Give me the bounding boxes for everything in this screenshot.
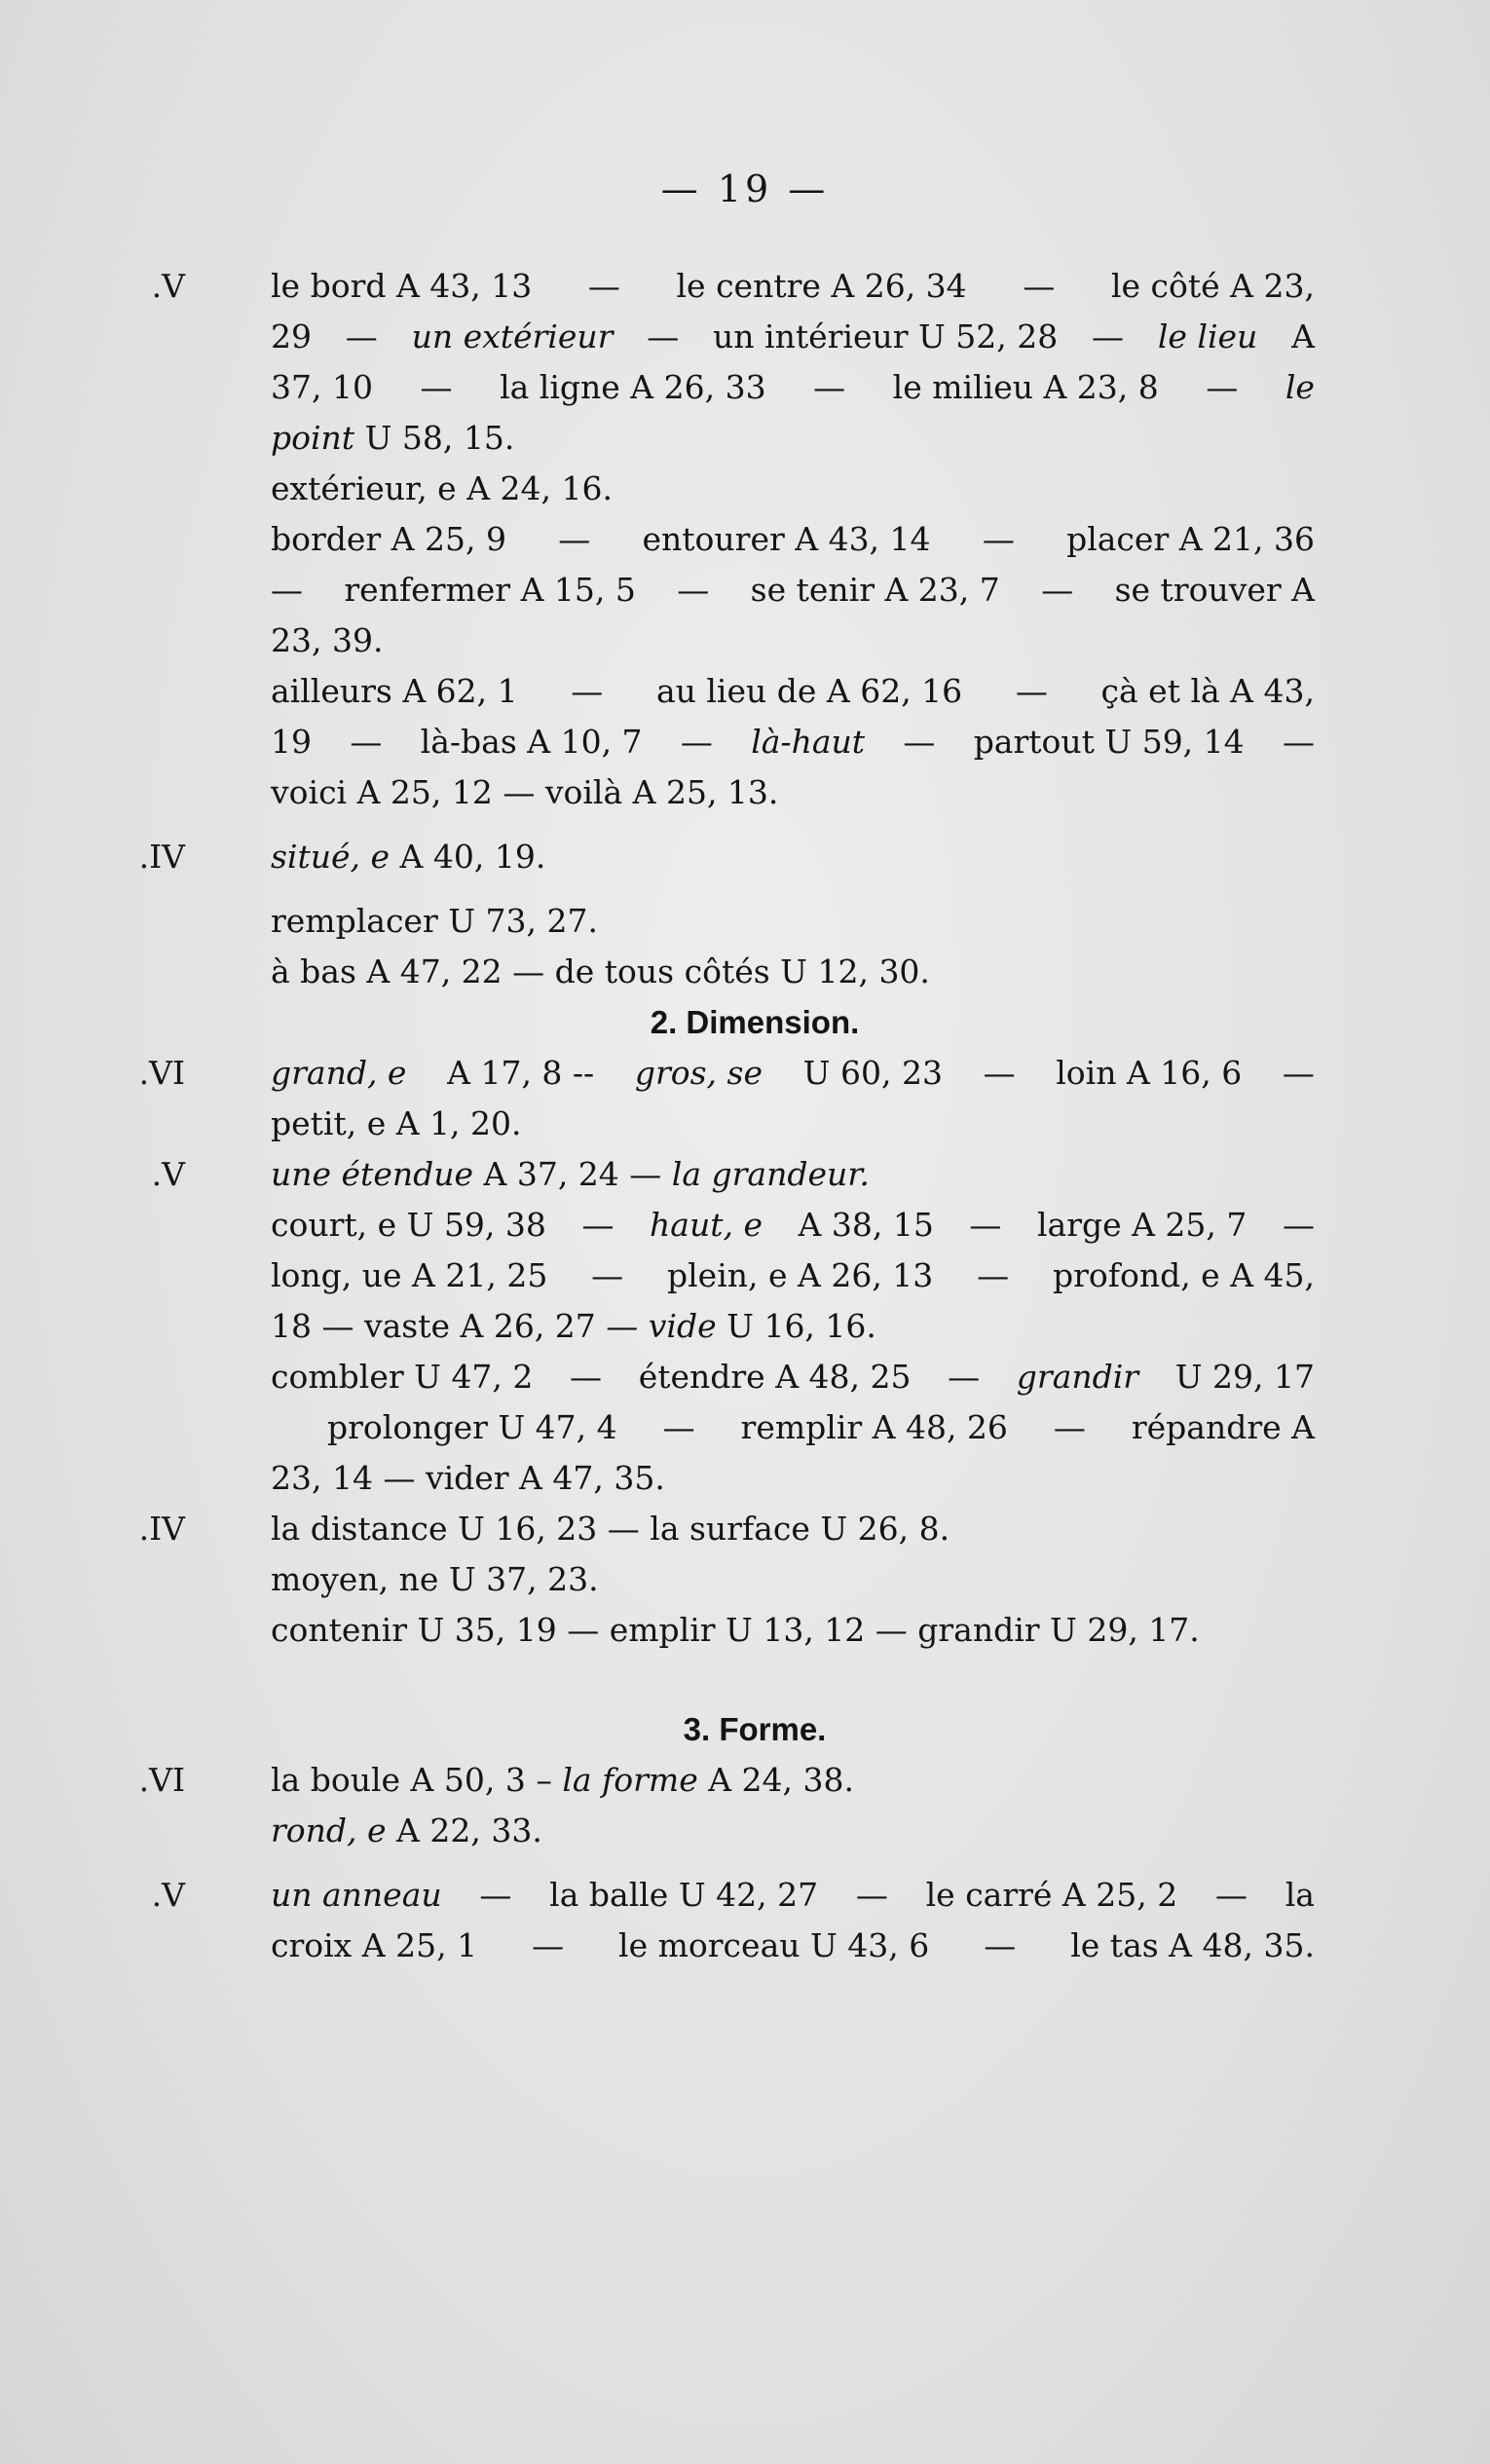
word: U 29, 17 bbox=[1174, 1358, 1315, 1396]
separator: — bbox=[984, 1926, 1017, 1964]
word: placer A 21, 36 bbox=[1066, 520, 1315, 558]
word: le bord A 43, 13 bbox=[271, 267, 533, 305]
italic-word: un extérieur bbox=[411, 317, 614, 355]
word: border A 25, 9 bbox=[271, 520, 506, 558]
word: la balle U 42, 27 bbox=[549, 1876, 819, 1914]
entry-line bbox=[195, 1921, 1315, 1971]
word: çà et là A 43, bbox=[1100, 672, 1315, 710]
entry-line: VI. grand, e A 17, 8 -- gros, se U 60, 23 — loin A 16, 6 — bbox=[195, 1048, 1315, 1099]
italic-word: grandir bbox=[1016, 1358, 1139, 1396]
word: le centre A 26, 34 bbox=[676, 267, 967, 305]
separator: — bbox=[570, 1358, 603, 1396]
separator: — bbox=[1282, 1206, 1315, 1244]
word: 18 — vaste A 26, 27 — bbox=[271, 1307, 639, 1345]
separator: — bbox=[420, 368, 453, 406]
separator: — bbox=[1015, 672, 1048, 710]
separator: — bbox=[662, 1408, 695, 1446]
word: se tenir A 23, 7 bbox=[750, 571, 1000, 609]
word: A 38, 15 bbox=[798, 1206, 934, 1244]
word: renfermer A 15, 5 bbox=[344, 571, 636, 609]
italic-word: une étendue bbox=[271, 1155, 474, 1193]
entry-line: V. le bord A 43, 13 — le centre A 26, 34 — le côté A 23, bbox=[195, 261, 1315, 312]
word: 37, 10 bbox=[271, 368, 373, 406]
entry-line: IV. la distance U 16, 23 — la surface U 26, 8. bbox=[138, 1510, 950, 1548]
word: combler U 47, 2 bbox=[271, 1358, 534, 1396]
entry-line bbox=[195, 1301, 1315, 1352]
entry-line: voici A 25, 12 — voilà A 25, 13. bbox=[271, 773, 779, 811]
word: A 24, 38. bbox=[708, 1761, 855, 1799]
italic-word: la grandeur. bbox=[671, 1155, 870, 1193]
separator: — bbox=[977, 1256, 1010, 1294]
entry-line: remplacer U 73, 27. bbox=[271, 902, 598, 940]
separator: — bbox=[345, 317, 378, 355]
entry-line bbox=[195, 312, 1315, 362]
word: au lieu de A 62, 16 bbox=[655, 672, 963, 710]
italic-word: haut, e bbox=[650, 1206, 763, 1244]
italic-word: le bbox=[1285, 368, 1315, 406]
word: remplir A 48, 26 bbox=[740, 1408, 1008, 1446]
separator: — bbox=[982, 520, 1015, 558]
entry-line bbox=[195, 666, 1315, 717]
word: le morceau U 43, 6 bbox=[618, 1926, 930, 1964]
separator: — bbox=[587, 267, 620, 305]
separator: — bbox=[532, 1926, 565, 1964]
word: prolonger U 47, 4 bbox=[327, 1408, 617, 1446]
entry-line bbox=[195, 1352, 1315, 1402]
word: la boule A 50, 3 – bbox=[271, 1761, 552, 1799]
entry-line: moyen, ne U 37, 23. bbox=[271, 1560, 599, 1598]
separator: — bbox=[647, 317, 680, 355]
entry-line bbox=[195, 1200, 1315, 1251]
separator: — bbox=[591, 1256, 624, 1294]
separator: — bbox=[1023, 267, 1056, 305]
italic-word: la forme bbox=[562, 1761, 698, 1799]
word: U 16, 16. bbox=[726, 1307, 876, 1345]
word: la ligne A 26, 33 bbox=[500, 368, 766, 406]
word: le milieu A 23, 8 bbox=[892, 368, 1159, 406]
entry-line bbox=[195, 1402, 1315, 1453]
separator: — bbox=[813, 368, 846, 406]
italic-word: gros, se bbox=[634, 1054, 764, 1092]
entry-line: extérieur, e A 24, 16. bbox=[271, 469, 613, 507]
separator: — bbox=[1214, 1876, 1248, 1914]
entry-line: VI. la boule A 50, 3 – la forme A 24, 38. bbox=[138, 1761, 855, 1799]
section-heading-dimension: 2. Dimension. bbox=[650, 1004, 860, 1040]
separator: — bbox=[571, 672, 604, 710]
separator: — bbox=[558, 520, 591, 558]
word: partout U 59, 14 bbox=[973, 723, 1245, 761]
word: la bbox=[1285, 1876, 1315, 1914]
entry-line: à bas A 47, 22 — de tous côtés U 12, 30. bbox=[271, 952, 930, 990]
word: 19 bbox=[271, 723, 312, 761]
separator: — bbox=[855, 1876, 888, 1914]
entry-line: petit, e A 1, 20. bbox=[271, 1104, 522, 1142]
entry-line: V. un anneau — la balle U 42, 27 — le carré A 25, 2 — la bbox=[195, 1870, 1315, 1921]
entry-line bbox=[195, 565, 1315, 616]
entry-line bbox=[195, 514, 1315, 565]
word: étendre A 48, 25 bbox=[638, 1358, 912, 1396]
entry-line: V. une étendue A 37, 24 — la grandeur. bbox=[151, 1155, 870, 1193]
word: répandre A bbox=[1131, 1408, 1315, 1446]
word: le côté A 23, bbox=[1110, 267, 1315, 305]
separator: — bbox=[479, 1876, 512, 1914]
section-heading-forme: 3. Forme. bbox=[683, 1711, 827, 1747]
entry-line bbox=[195, 1251, 1315, 1301]
italic-word: rond, e bbox=[271, 1811, 387, 1849]
separator: — bbox=[903, 723, 936, 761]
separator: — bbox=[1053, 1408, 1086, 1446]
entry-line: IV. situé, e A 40, 19. bbox=[138, 838, 546, 876]
separator: — bbox=[1041, 571, 1074, 609]
word: se trouver A bbox=[1114, 571, 1315, 609]
word: A 40, 19. bbox=[399, 838, 546, 876]
separator: — bbox=[350, 723, 383, 761]
separator: — bbox=[680, 723, 713, 761]
page-number: — 19 — bbox=[660, 168, 830, 210]
word: A bbox=[1291, 317, 1315, 355]
entry-line: contenir U 35, 19 — emplir U 13, 12 — grandir U 29, 17. bbox=[271, 1611, 1200, 1649]
entry-line: 23, 14 — vider A 47, 35. bbox=[271, 1459, 665, 1497]
separator: — bbox=[1092, 317, 1125, 355]
italic-word: point bbox=[271, 419, 355, 457]
word: U 60, 23 bbox=[802, 1054, 943, 1092]
italic-word: là-haut bbox=[751, 723, 866, 761]
word: ailleurs A 62, 1 bbox=[271, 672, 518, 710]
word: loin A 16, 6 bbox=[1056, 1054, 1243, 1092]
word: long, ue A 21, 25 bbox=[271, 1256, 548, 1294]
separator: — bbox=[983, 1054, 1016, 1092]
entry-line bbox=[195, 717, 1315, 767]
separator: — bbox=[1282, 1054, 1315, 1092]
word: un intérieur U 52, 28 bbox=[713, 317, 1059, 355]
word: profond, e A 45, bbox=[1052, 1256, 1315, 1294]
italic-word: vide bbox=[648, 1307, 717, 1345]
entry-line bbox=[195, 413, 1315, 464]
italic-word: situé, e bbox=[271, 838, 391, 876]
word: U 58, 15. bbox=[364, 419, 515, 457]
word: entourer A 43, 14 bbox=[642, 520, 931, 558]
word: là-bas A 10, 7 bbox=[420, 723, 643, 761]
italic-word: un anneau bbox=[271, 1876, 442, 1914]
entry-line bbox=[195, 362, 1315, 413]
word: A 22, 33. bbox=[396, 1811, 542, 1849]
entry-line: 23, 39. bbox=[271, 621, 384, 659]
separator: — bbox=[1206, 368, 1239, 406]
separator: — bbox=[677, 571, 710, 609]
vocabulary-list bbox=[138, 261, 1315, 1971]
separator: — bbox=[969, 1206, 1002, 1244]
italic-word: grand, e bbox=[271, 1054, 407, 1092]
word: large A 25, 7 bbox=[1036, 1206, 1248, 1244]
entry-line bbox=[195, 1806, 1315, 1856]
word: A 37, 24 — bbox=[483, 1155, 662, 1193]
word: le tas A 48, 35. bbox=[1070, 1926, 1315, 1964]
word: croix A 25, 1 bbox=[271, 1926, 478, 1964]
word: A 17, 8 -- bbox=[447, 1054, 595, 1092]
separator: — bbox=[1283, 723, 1315, 761]
separator: — bbox=[581, 1206, 615, 1244]
separator: — bbox=[948, 1358, 981, 1396]
word: plein, e A 26, 13 bbox=[667, 1256, 934, 1294]
word: court, e U 59, 38 bbox=[271, 1206, 546, 1244]
separator: — bbox=[271, 571, 303, 609]
word: le carré A 25, 2 bbox=[925, 1876, 1178, 1914]
italic-word: le lieu bbox=[1157, 317, 1258, 355]
word: 29 bbox=[271, 317, 312, 355]
